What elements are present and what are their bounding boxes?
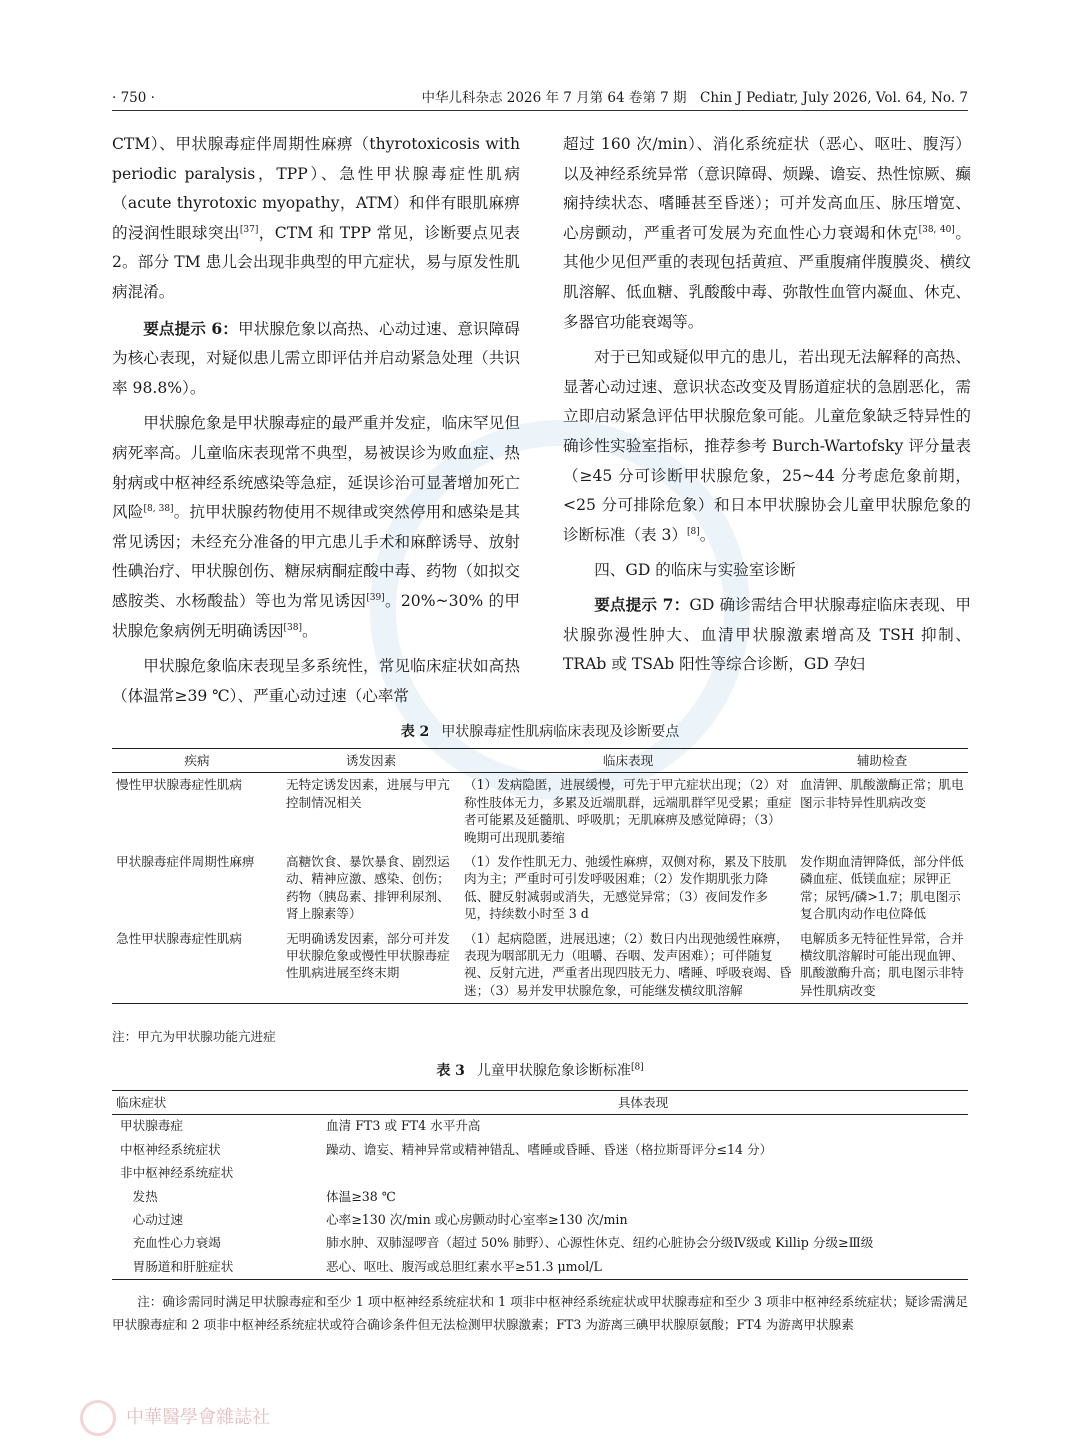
table-cell: （1）发病隐匿，进展缓慢，可先于甲亢症状出现；（2）对称性肢体无力，多累及近端肌群，远端肌群罕见受累；重症者可能累及延髓肌、呼吸肌；无肌麻痹及感觉障碍；（3）晚期可出现肌萎缩 — [464, 777, 792, 845]
table-cell: 无特定诱发因素，进展与甲亢控制情况相关 — [286, 777, 450, 810]
paragraph: 甲状腺危象临床表现呈多系统性，常见临床症状如高热（体温常≥39 ℃）、严重心动过速（心率常 — [112, 657, 520, 705]
table2-caption — [112, 722, 968, 742]
table-row — [112, 773, 968, 850]
table3-caption — [112, 1061, 968, 1081]
citation: [8, 38] — [143, 503, 174, 514]
table-cell: 恶心、呕吐、腹泻或总胆红素水平≥51.3 μmol/L — [318, 1256, 968, 1280]
key-point-7: 要点提示 7：GD 确诊需结合甲状腺毒症临床表现、甲状腺弥漫性肿大、血清甲状腺激素增高及 TSH 抑制、TRAb 或 TSAb 阳性等综合诊断，GD 孕妇 — [563, 594, 972, 674]
table-row — [112, 1232, 968, 1255]
paragraph: 超过 160 次/min）、消化系统症状（恶心、呕吐、腹泻）以及神经系统异常（意识障碍、烦躁、谵妄、热性惊厥、癫痫持续状态、嗜睡甚至昏迷）；可并发高血压、脉压增宽、心房颤动，严重者可发展为充血性心力衰竭和休克[38, 40]。其他少见但严重的表现包括黄疸、严重腹痛伴腹膜炎、横纹肌溶解、低血糖、乳酸酸中毒、弥散性血管内凝血、休克、多器官功能衰竭等。 — [563, 135, 971, 331]
table-cell: 肺水肿、双肺湿啰音（超过 50% 肺野）、心源性休克、纽约心脏协会分级Ⅳ级或 Killip 分级≥Ⅲ级 — [326, 1235, 874, 1251]
table-cell: 慢性甲状腺毒症性肌病 — [116, 777, 242, 793]
table-title: 儿童甲状腺危象诊断标准 — [476, 1063, 631, 1079]
table-cell: 躁动、谵妄、精神异常或精神错乱、嗜睡或昏睡、昏迷（格拉斯哥评分≤14 分） — [326, 1141, 773, 1157]
column-header: 具体表现 — [318, 1091, 968, 1115]
right-column — [563, 130, 971, 680]
table-cell: 心动过速 — [120, 1212, 183, 1228]
paragraph: 甲状腺危象是甲状腺毒症的最严重并发症，临床罕见但病死率高。儿童临床表现常不典型，易被误诊为败血症、热射病或中枢神经系统感染等急症，延误诊治可显著增加死亡风险[8, 38]。抗甲状腺药物使用不规律或突然停用和感染是其常见诱因；未经充分准备的甲亢患儿手术和麻醉诱导、放射性碘治疗、甲状腺创伤、糖尿病酮症酸中毒、药物（如拟交感胺类、水杨酸盐）等也为常见诱因[39]。20%~30% 的甲状腺危象病例无明确诱因[38]。 — [112, 414, 520, 640]
table-cell: 甲状腺毒症伴周期性麻痹 — [116, 854, 255, 870]
table-cell: 甲状腺毒症 — [120, 1118, 183, 1134]
paragraph: CTM）、甲状腺毒症伴周期性麻痹（thyrotoxicosis with periodic paralysis，TPP）、急性甲状腺毒症性肌病（acute thyrotoxic myopathy，ATM）和伴有眼肌麻痹的浸润性眼球突出[37]，CTM 和 TPP 常见，诊断要点见表 2。部分 TM 患儿会出现非典型的甲亢症状，易与原发性肌病混淆。 — [112, 135, 520, 301]
publisher-seal-icon — [80, 1400, 116, 1436]
table-cell: 血清 FT3 或 FT4 水平升高 — [326, 1118, 481, 1134]
table-title: 甲状腺毒症性肌病临床表现及诊断要点 — [441, 724, 680, 740]
table-row — [112, 1186, 968, 1209]
table-cell: 心率≥130 次/min 或心房颤动时心室率≥130 次/min — [326, 1212, 628, 1228]
table2-note: 注：甲亢为甲状腺功能亢进症 — [112, 1029, 276, 1044]
key-point-label: 要点提示 6： — [143, 318, 238, 338]
table-cell: 发热 — [120, 1188, 158, 1204]
table-cell: 充血性心力衰竭 — [120, 1235, 221, 1251]
citation: [8] — [687, 526, 700, 537]
column-header: 临床表现 — [460, 749, 796, 773]
citation: [38] — [283, 622, 303, 633]
column-header: 疾病 — [112, 749, 282, 773]
section-heading: 四、GD 的临床与实验室诊断 — [594, 561, 796, 580]
table-row — [112, 850, 968, 927]
column-header: 临床症状 — [112, 1091, 318, 1115]
table-cell: （1）发作性肌无力、弛缓性麻痹，双侧对称，累及下肢肌肉为主；严重时可引发呼吸困难；（2）发作期肌张力降低、腱反射减弱或消失，无感觉异常；（3）夜间发作多见，持续数小时至 3 d — [464, 854, 787, 922]
table-cell: 体温≥38 ℃ — [326, 1188, 396, 1204]
table-row — [112, 1162, 968, 1185]
table-cell: 急性甲状腺毒症性肌病 — [112, 927, 282, 1004]
key-point-label: 要点提示 7： — [594, 594, 690, 614]
table-cell: 无明确诱发因素，部分可并发甲状腺危象或慢性甲状腺毒症性肌病进展至终末期 — [282, 927, 460, 1004]
table3-note: 注：确诊需同时满足甲状腺毒症和至少 1 项中枢神经系统症状和 1 项非中枢神经系统症状或甲状腺毒症和至少 3 项非中枢神经系统症状；疑诊需满足甲状腺毒症和 2 项非中枢神经系统症状或符合确诊条件但无法检测甲状腺激素；FT3 为游离三碘甲状腺原氨酸；FT4 为游离甲状腺素 — [112, 1294, 968, 1332]
key-point-6: 要点提示 6：甲状腺危象以高热、心动过速、意识障碍为核心表现，对疑似患儿需立即评估并启动紧急处理（共识率 98.8%）。 — [112, 318, 520, 397]
table-cell: 发作期血清钾降低，部分伴低磷血症、低镁血症；尿钾正常；尿钙/磷>1.7；肌电图示复合肌肉动作电位降低 — [800, 854, 964, 922]
table-row — [112, 1256, 968, 1280]
table-row — [112, 1139, 968, 1162]
left-column — [112, 130, 520, 711]
table-cell: 中枢神经系统症状 — [120, 1141, 221, 1157]
page-header — [112, 86, 968, 111]
table-cell: 血清钾、肌酸激酶正常；肌电图示非特异性肌病改变 — [800, 777, 964, 810]
table-label: 表 3 — [436, 1063, 465, 1079]
table-cell: 胃肠道和肝脏症状 — [112, 1256, 318, 1280]
table-cell: 电解质多无特征性异常，合并横纹肌溶解时可能出现血钾、肌酸激酶升高；肌电图示非特异性肌病改变 — [796, 927, 968, 1004]
column-header: 诱发因素 — [282, 749, 460, 773]
publisher-logo — [80, 1400, 460, 1436]
table-cell — [318, 1162, 968, 1185]
citation: [37] — [239, 224, 259, 235]
citation: [38, 40] — [918, 224, 955, 235]
table-row — [112, 1209, 968, 1232]
table-label: 表 2 — [400, 724, 430, 740]
table-cell: 高糖饮食、暴饮暴食、剧烈运动、精神应激、感染、创伤；药物（胰岛素、排钾利尿剂、肾上腺素等） — [286, 854, 450, 922]
citation: [39] — [366, 592, 385, 603]
page-number: · 750 · — [112, 90, 155, 106]
table-cell: （1）起病隐匿，进展迅速；（2）数日内出现弛缓性麻痹，表现为咽部肌无力（咀嚼、吞咽、发声困难）；可伴随复视、反射亢进，严重者出现四肢无力、嗜睡、呼吸衰竭、昏迷；（3）易并发甲状腺危象，可能继发横纹肌溶解 — [460, 927, 796, 1004]
table-row — [112, 927, 968, 1004]
table2 — [112, 748, 968, 1004]
table-cell: 非中枢神经系统症状 — [120, 1165, 234, 1181]
table-row — [112, 1115, 968, 1139]
citation: [8] — [630, 1062, 644, 1073]
table3 — [112, 1090, 968, 1280]
paragraph: 对于已知或疑似甲亢的患儿，若出现无法解释的高热、显著心动过速、意识状态改变及胃肠道症状的急剧恶化，需立即启动紧急评估甲状腺危象可能。儿童危象缺乏特异性的确诊性实验室指标，推荐参考 Burch-Wartofsky 评分量表（≥45 分可诊断甲状腺危象，25~44 分考虑危象前期，<25 分可排除危象）和日本甲状腺协会儿童甲状腺危象的诊断标准（表 3）[8]。 — [563, 348, 971, 544]
journal-citation: 中华儿科杂志 2026 年 7 月第 64 卷第 7 期 Chin J Pediatr, July 2026, Vol. 64, No. 7 — [421, 90, 968, 106]
column-header: 辅助检查 — [796, 749, 968, 773]
publisher-name: 中華醫學會雜誌社 — [126, 1407, 270, 1428]
